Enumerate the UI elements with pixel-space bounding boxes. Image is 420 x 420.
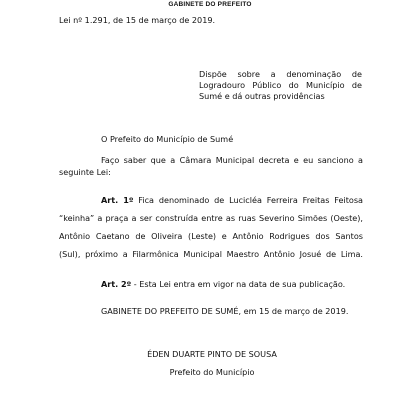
article-1-label: Art. 1º (101, 195, 134, 205)
article-2-label: Art. 2º (101, 279, 132, 289)
page-header: GABINETE DO PREFEITO (168, 1, 252, 8)
ementa-line: Sumé e dá outras providências (199, 91, 325, 101)
article-1-line: Antônio Caetano de Oliveira (Leste) e Antônio Rodrigues dos Santos (59, 231, 363, 241)
article-1-line: (Sul), próximo a Filarmônica Municipal Maestro Antônio Josué de Lima. (59, 249, 363, 259)
closing-line: GABINETE DO PREFEITO DE SUMÉ, em 15 de março de 2019. (101, 306, 349, 316)
article-2-text: - Esta Lei entra em vigor na data de sua publicação. (131, 279, 346, 289)
law-title: Lei nº 1.291, de 15 de março de 2019. (59, 15, 216, 25)
ementa-line: Logradouro Público do Município de (199, 80, 362, 90)
signatory-name: ÉDEN DUARTE PINTO DE SOUSA (147, 349, 277, 359)
preamble-line: seguinte Lei: (59, 167, 111, 177)
intro-line: O Prefeito do Município de Sumé (101, 134, 234, 144)
article-1-first-line (101, 195, 363, 205)
article-1-text: Fica denominado de Lucicléa Ferreira Freitas Feitosa (133, 195, 363, 205)
preamble-line: Faço saber que a Câmara Municipal decreta e eu sanciono a (101, 155, 363, 165)
signatory-title: Prefeito do Município (169, 367, 255, 377)
article-2 (101, 279, 345, 289)
article-1-line: “keinha” a praça a ser construída entre as ruas Severino Simões (Oeste), (59, 213, 363, 223)
ementa-line: Dispõe sobre a denominação de (199, 69, 362, 79)
